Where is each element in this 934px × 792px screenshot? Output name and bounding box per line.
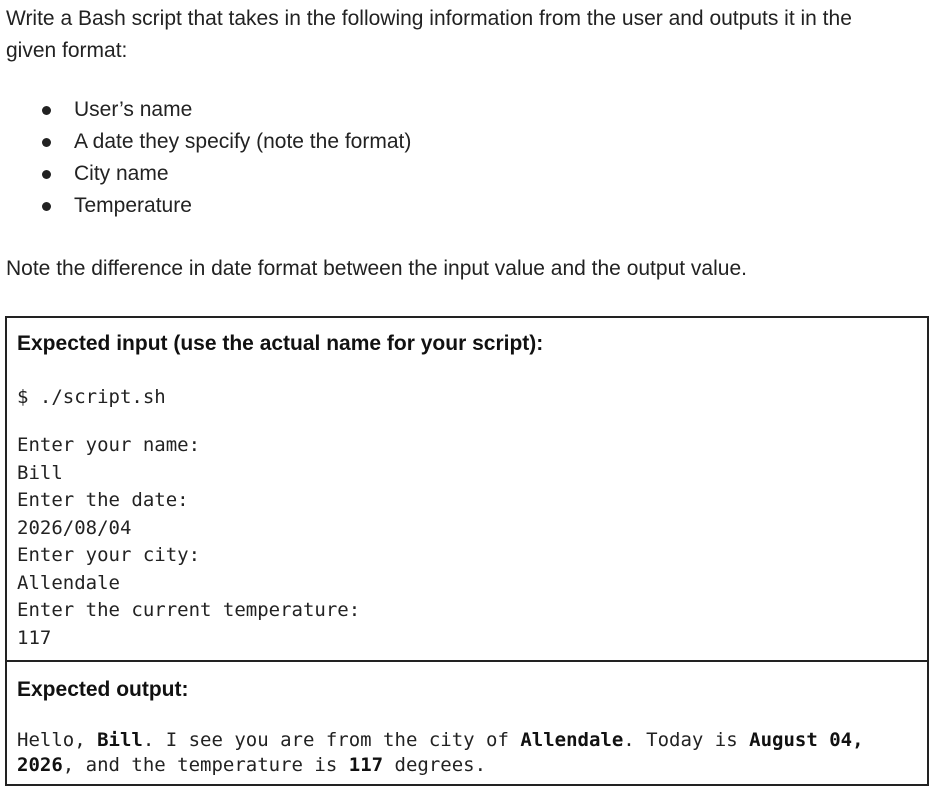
expected-output-title: Expected output: xyxy=(17,678,189,701)
output-value-name: Bill xyxy=(97,729,143,751)
output-text xyxy=(17,728,897,778)
bullet-icon xyxy=(42,202,51,211)
bullet-icon xyxy=(42,170,51,179)
output-segment: , and the temperature is xyxy=(62,754,349,776)
list-item-label: Temperature xyxy=(74,194,192,217)
transcript-line: Allendale xyxy=(17,571,120,594)
transcript-line: Enter the current temperature: xyxy=(17,599,361,621)
output-segment: . I see you are from the city of xyxy=(142,729,521,751)
output-value-city: Allendale xyxy=(520,729,624,751)
output-segment: degrees. xyxy=(383,754,487,776)
list-item-label: City name xyxy=(74,162,169,185)
expected-input-title: Expected input (use the actual name for your script): xyxy=(17,332,544,355)
bullet-icon xyxy=(42,106,51,115)
output-segment: Hello, xyxy=(17,729,98,751)
transcript-line: Enter your name: xyxy=(17,434,201,456)
list-item xyxy=(0,126,411,158)
bullet-icon xyxy=(42,138,51,147)
output-value-date: August 04, 2026 xyxy=(17,729,864,776)
command-line: $ ./script.sh xyxy=(17,386,166,408)
example-table xyxy=(5,316,929,786)
transcript-line: Bill xyxy=(17,461,63,484)
note-paragraph: Note the difference in date format between the input value and the output value. xyxy=(6,257,747,280)
list-item xyxy=(0,190,411,222)
list-item-label: User’s name xyxy=(74,98,193,121)
requirements-list xyxy=(0,94,411,222)
list-item xyxy=(0,158,411,190)
transcript-line: Enter the date: xyxy=(17,489,189,511)
expected-input-cell xyxy=(7,318,927,662)
transcript-line: 2026/08/04 xyxy=(17,516,132,539)
output-value-temperature: 117 xyxy=(348,754,384,776)
list-item-label: A date they specify (note the format) xyxy=(74,130,412,153)
input-transcript xyxy=(17,432,360,652)
transcript-line: 117 xyxy=(17,626,52,649)
list-item xyxy=(0,94,411,126)
expected-output-cell xyxy=(7,662,927,784)
output-segment: . Today is xyxy=(623,729,750,751)
intro-paragraph: Write a Bash script that takes in the following information from the user and outputs it in the given format: xyxy=(6,7,852,62)
transcript-line: Enter your city: xyxy=(17,544,201,566)
